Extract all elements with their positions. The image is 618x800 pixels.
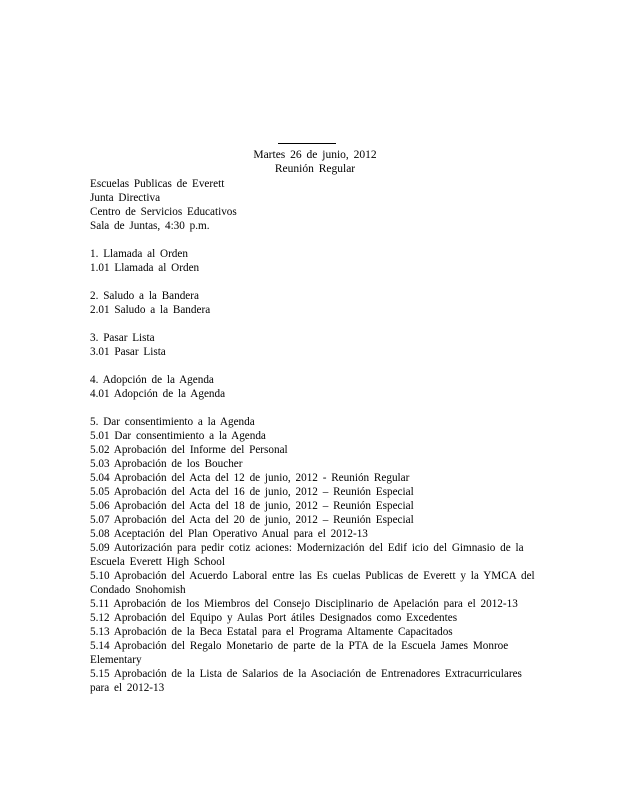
location-line: Junta Directiva: [90, 192, 161, 204]
agenda-item: 5.01 Dar consentimiento a la Agenda: [90, 430, 266, 442]
agenda-item: 3.01 Pasar Lista: [90, 346, 166, 358]
agenda-item: 5.13 Aprobación de la Beca Estatal para el Programa Altamente Capacitados: [90, 626, 453, 638]
agenda-item: 5.05 Aprobación del Acta del 16 de junio, 2012 – Reunión Especial: [90, 486, 414, 498]
section-title: 1. Llamada al Orden: [90, 248, 188, 260]
agenda-item: 5.14 Aprobación del Regalo Monetario de parte de la PTA de la Escuela James Monroe Elementary: [90, 640, 509, 666]
meeting-date: Martes 26 de junio, 2012: [253, 149, 377, 161]
agenda-item: 5.15 Aprobación de la Lista de Salarios de la Asociación de Entrenadores Extracurriculares para el 2012-13: [90, 668, 522, 694]
meeting-type: Reunión Regular: [274, 163, 356, 175]
agenda-item: 5.08 Aceptación del Plan Operativo Anual para el 2012-13: [90, 528, 368, 540]
agenda-item: 5.03 Aprobación de los Boucher: [90, 458, 243, 470]
agenda-item: 5.07 Aprobación del Acta del 20 de junio, 2012 – Reunión Especial: [90, 514, 414, 526]
agenda-item: 1.01 Llamada al Orden: [90, 262, 200, 274]
section-title: 3. Pasar Lista: [90, 332, 155, 344]
meeting-header: [0, 148, 618, 176]
agenda-item: 2.01 Saludo a la Bandera: [90, 304, 211, 316]
agenda-item: 5.11 Aprobación de los Miembros del Consejo Disciplinario de Apelación para el 2012-13: [90, 598, 518, 610]
agenda-item: 5.02 Aprobación del Informe del Personal: [90, 444, 288, 456]
agenda-item: 5.10 Aprobación del Acuerdo Laboral entre las Es cuelas Publicas de Everett y la YMCA del Condado Snohomish: [90, 570, 535, 596]
header-rule: [278, 143, 336, 144]
agenda-item: 5.04 Aprobación del Acta del 12 de junio, 2012 - Reunión Regular: [90, 472, 410, 484]
location-line: Centro de Servicios Educativos: [90, 206, 237, 218]
agenda-item: 4.01 Adopción de la Agenda: [90, 388, 226, 400]
agenda-body: [90, 177, 535, 695]
location-line: Escuelas Publicas de Everett: [90, 178, 225, 190]
section-title: 2. Saludo a la Bandera: [90, 290, 199, 302]
agenda-item: 5.12 Aprobación del Equipo y Aulas Port átiles Designados como Excedentes: [90, 612, 458, 624]
location-line: Sala de Juntas, 4:30 p.m.: [90, 220, 210, 232]
section-title: 5. Dar consentimiento a la Agenda: [90, 416, 255, 428]
section-title: 4. Adopción de la Agenda: [90, 374, 214, 386]
agenda-item: 5.09 Autorización para pedir cotiz aciones: Modernización del Edif icio del Gimnasio de la Escuela Everett High School: [90, 542, 524, 568]
agenda-item: 5.06 Aprobación del Acta del 18 de junio, 2012 – Reunión Especial: [90, 500, 414, 512]
